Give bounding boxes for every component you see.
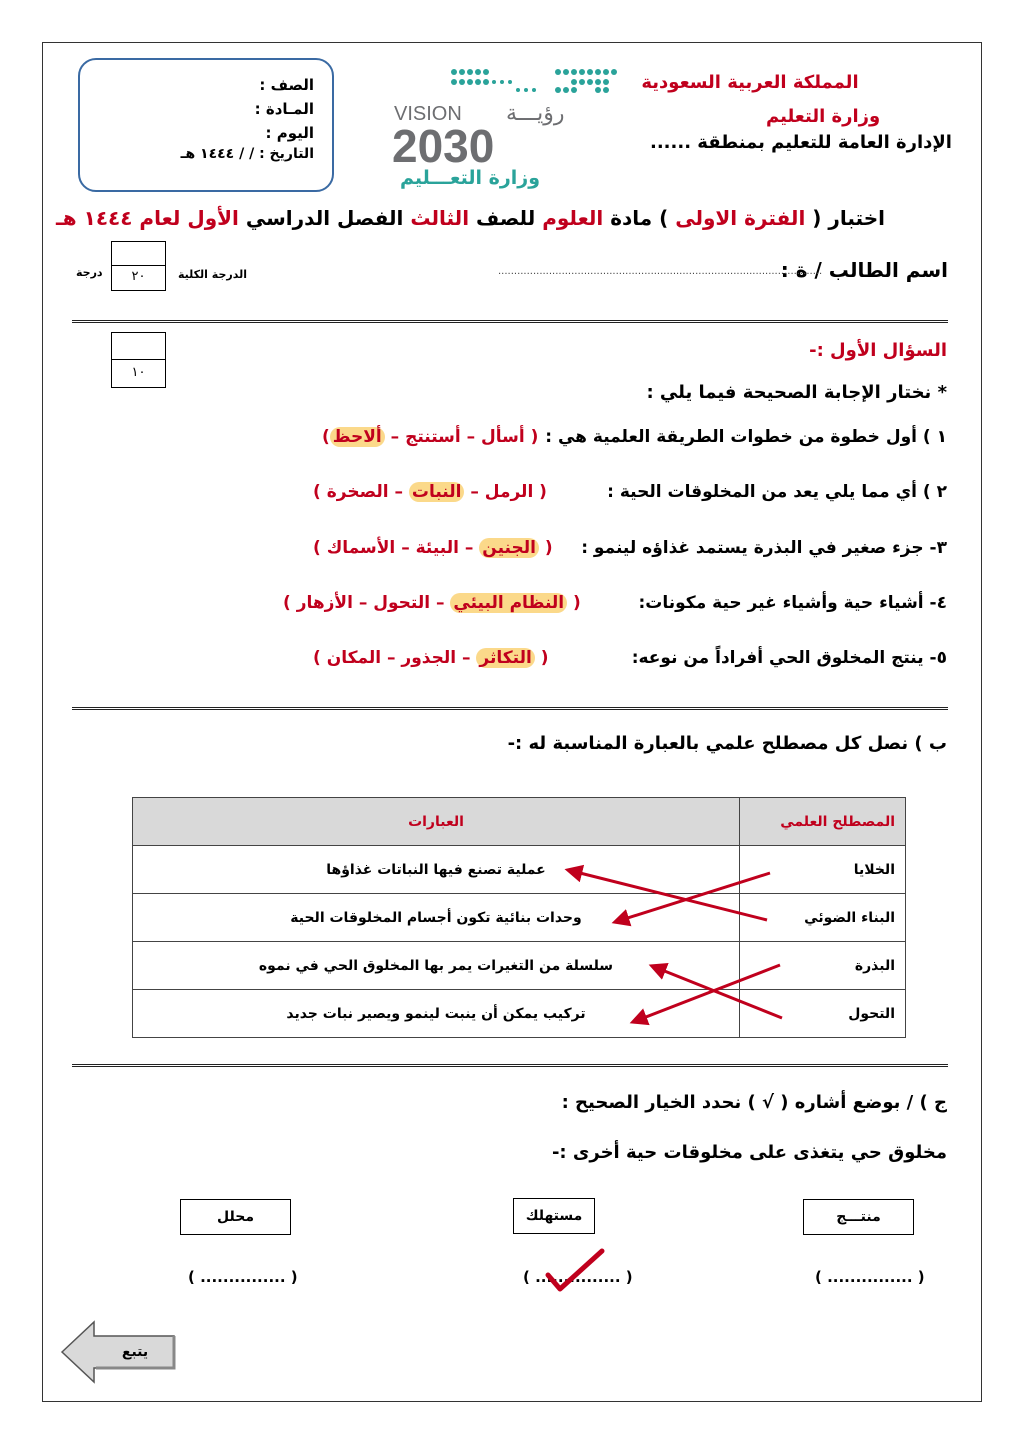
q1-item-1: ١ ) أول خطوة من خطوات الطريقة العلمية هي : [545,427,947,447]
subject-label: المـادة : [254,100,314,118]
arrow-seed [633,965,780,1022]
q1-options-5: ( التكاثر – الجذور – المكان ) [313,648,549,668]
answer-blank-producer[interactable]: ( ............... ) [815,1268,925,1286]
answer-blank-consumer[interactable]: ( ............... ) [523,1268,633,1286]
term-cell: البناء الضوئي [740,894,906,942]
ministry-label: وزارة التعليم [766,106,881,127]
col-statements-header: العبارات [133,798,740,846]
grade-label: الصف : [259,76,314,94]
term-cell: التحول [740,990,906,1038]
total-score-label: الدرجة الكلية [178,268,247,281]
directorate-label: الإدارة العامة للتعليم بمنطقة ...... [650,132,952,153]
checkmark-icon [540,1245,610,1295]
term-cell: البذرة [740,942,906,990]
q1-item-2: ٢ ) أي مما يلي يعد من المخلوقات الحية : [607,482,947,502]
q1-item-5: ٥- ينتج المخلوق الحي أفراداً من نوعه: [631,648,947,668]
statement-cell: عملية تصنع فيها النباتات غذاؤها [133,846,740,894]
student-name-field[interactable]: ...................................................................................................... [498,266,823,277]
q1-options-3: ( الجنين – البيئة – الأسماك ) [313,538,553,558]
option-decomposer[interactable]: محلل [180,1199,291,1235]
option-producer[interactable]: منتـــج [803,1199,914,1235]
q1-item-3: ٣- جزء صغير في البذرة يستمد غذاؤه لينمو : [581,538,947,558]
vision-text: VISION [394,103,462,125]
year-text: 2030 [392,120,495,172]
day-label: اليوم : [265,124,314,142]
next-label: يتبع [121,1344,149,1360]
q1-options-2: ( الرمل – النبات – الصخرة ) [313,482,547,502]
grade-unit: درجة [76,266,103,279]
q1-score-value: ١٠ [131,365,146,380]
kingdom-label: المملكة العربية السعودية [641,72,859,93]
student-name-label: اسم الطالب / ة : [780,258,948,282]
arrow-metamorphosis [652,966,782,1018]
arrow-photosynthesis [568,870,767,920]
next-page-button[interactable] [60,1320,176,1384]
exam-title: اختبار ( الفترة الاولى ) مادة العلوم للصف الثالث الفصل الدراسي الأول لعام ١٤٤٤ هـ [55,206,885,230]
answer-blank-decomposer[interactable]: ( ............... ) [188,1268,298,1286]
option-consumer[interactable]: مستهلك [513,1198,595,1234]
q1c-title: ج ) / بوضع أشاره ( √ ) نحدد الخيار الصحيح : [561,1092,947,1113]
divider [72,1064,948,1067]
col-term-header: المصطلح العلمي [740,798,906,846]
q1-options-1: ( أسأل – أستنتج – ألاحظ) [322,427,539,447]
q1c-question: مخلوق حي يتغذى على مخلوقات حية أخرى :- [551,1142,947,1163]
q1b-title: ب ) نصل كل مصطلح علمي بالعبارة المناسبة له :- [507,733,947,754]
statement-cell: وحدات بنائية تكون أجسام المخلوقات الحية [133,894,740,942]
statement-cell: تركيب يمكن أن ينبت لينمو ويصير نبات جديد [133,990,740,1038]
q1-title: السؤال الأول :- [809,340,947,361]
total-score-value: ٢٠ [131,269,146,284]
q1-options-4: ( النظام البيئي – التحول – الأزهار ) [283,593,581,613]
statement-cell: سلسلة من التغيرات يمر بها المخلوق الحي في نموه [133,942,740,990]
ruya-text: رؤيـــة [506,101,565,126]
q1-item-4: ٤- أشياء حية وأشياء غير حية مكونات: [638,593,947,613]
term-cell: الخلايا [740,846,906,894]
date-label: التاريخ : / / ١٤٤٤ هـ [180,146,314,162]
q1-instruction: * نختار الإجابة الصحيحة فيما يلي : [646,382,947,403]
ministry-logo-text: وزارة التعـــليم [400,167,541,189]
